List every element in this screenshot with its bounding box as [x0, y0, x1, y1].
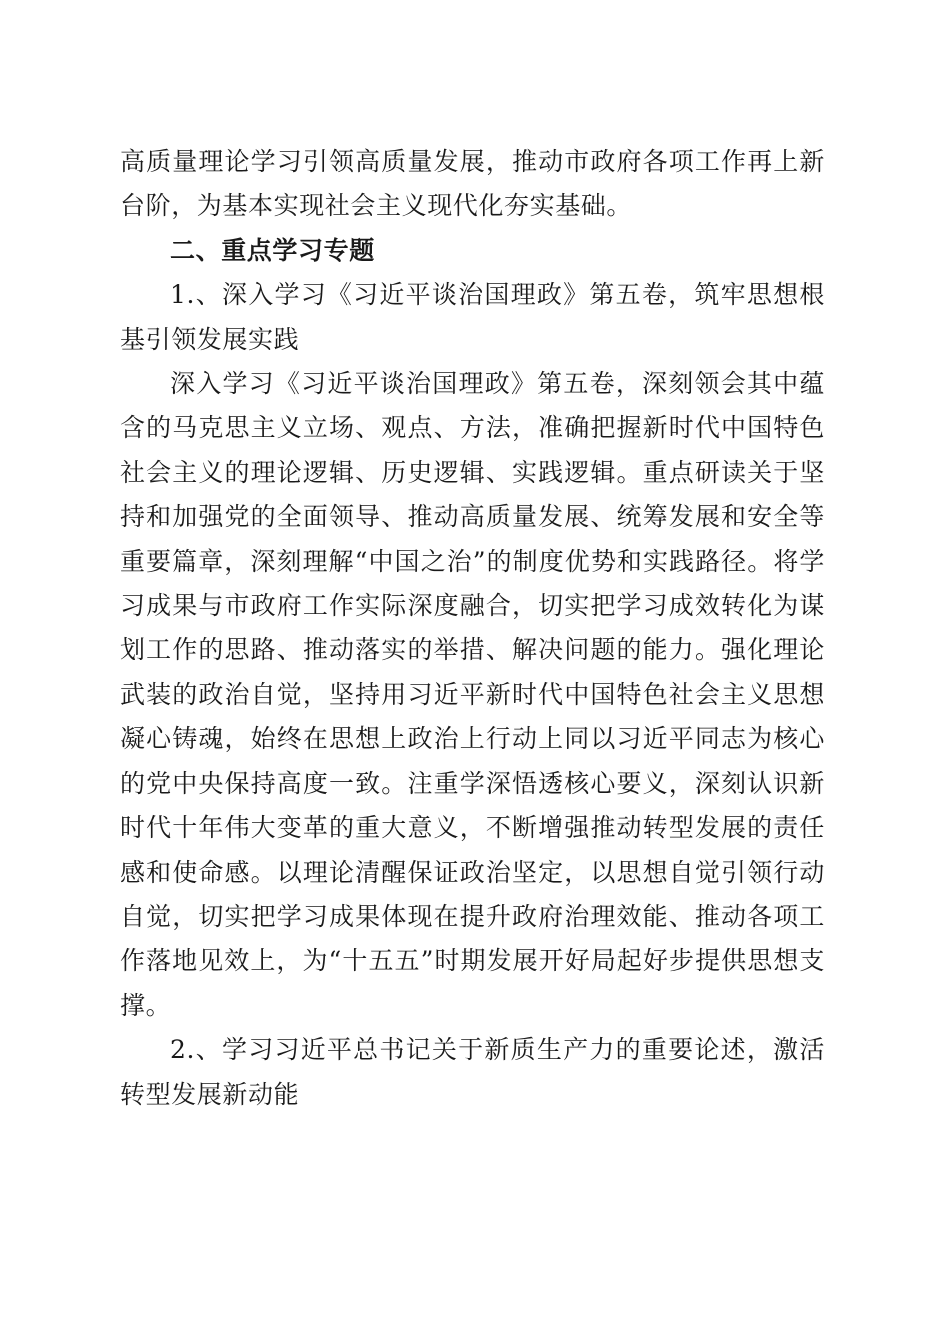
topic-2-title: 2.、学习习近平总书记关于新质生产力的重要论述，激活转型发展新动能 [120, 1035, 825, 1109]
topic-1-title: 1.、深入学习《习近平谈治国理政》第五卷，筑牢思想根基引领发展实践 [120, 280, 825, 354]
section-heading: 二、重点学习专题 [170, 235, 375, 265]
topic-1-body: 深入学习《习近平谈治国理政》第五卷，深刻领会其中蕴含的马克思主义立场、观点、方法，准确把握新时代中国特色社会主义的理论逻辑、历史逻辑、实践逻辑。重点研读关于坚持和加强党的全面领导、推动高质量发展、统筹发展和安全等重要篇章，深刻理解“中国之治”的制度优势和实践路径。将学习成果与市政府工作实际深度融合，切实把学习成效转化为谋划工作的思路、推动落实的举措、解决问题的能力。强化理论武装的政治自觉，坚持用习近平新时代中国特色社会主义思想凝心铸魂，始终在思想上政治上行动上同以习近平同志为核心的党中央保持高度一致。注重学深悟透核心要义，深刻认识新时代十年伟大变革的重大意义，不断增强推动转型发展的责任感和使命感。以理论清醒保证政治坚定，以思想自觉引领行动自觉，切实把学习成果体现在提升政府治理效能、推动各项工作落地见效上，为“十五五”时期发展开好局起好步提供思想支撑。 [120, 369, 825, 1020]
continuation-paragraph: 高质量理论学习引领高质量发展，推动市政府各项工作再上新台阶，为基本实现社会主义现代化夯实基础。 [120, 147, 825, 221]
document-page [120, 140, 825, 1117]
